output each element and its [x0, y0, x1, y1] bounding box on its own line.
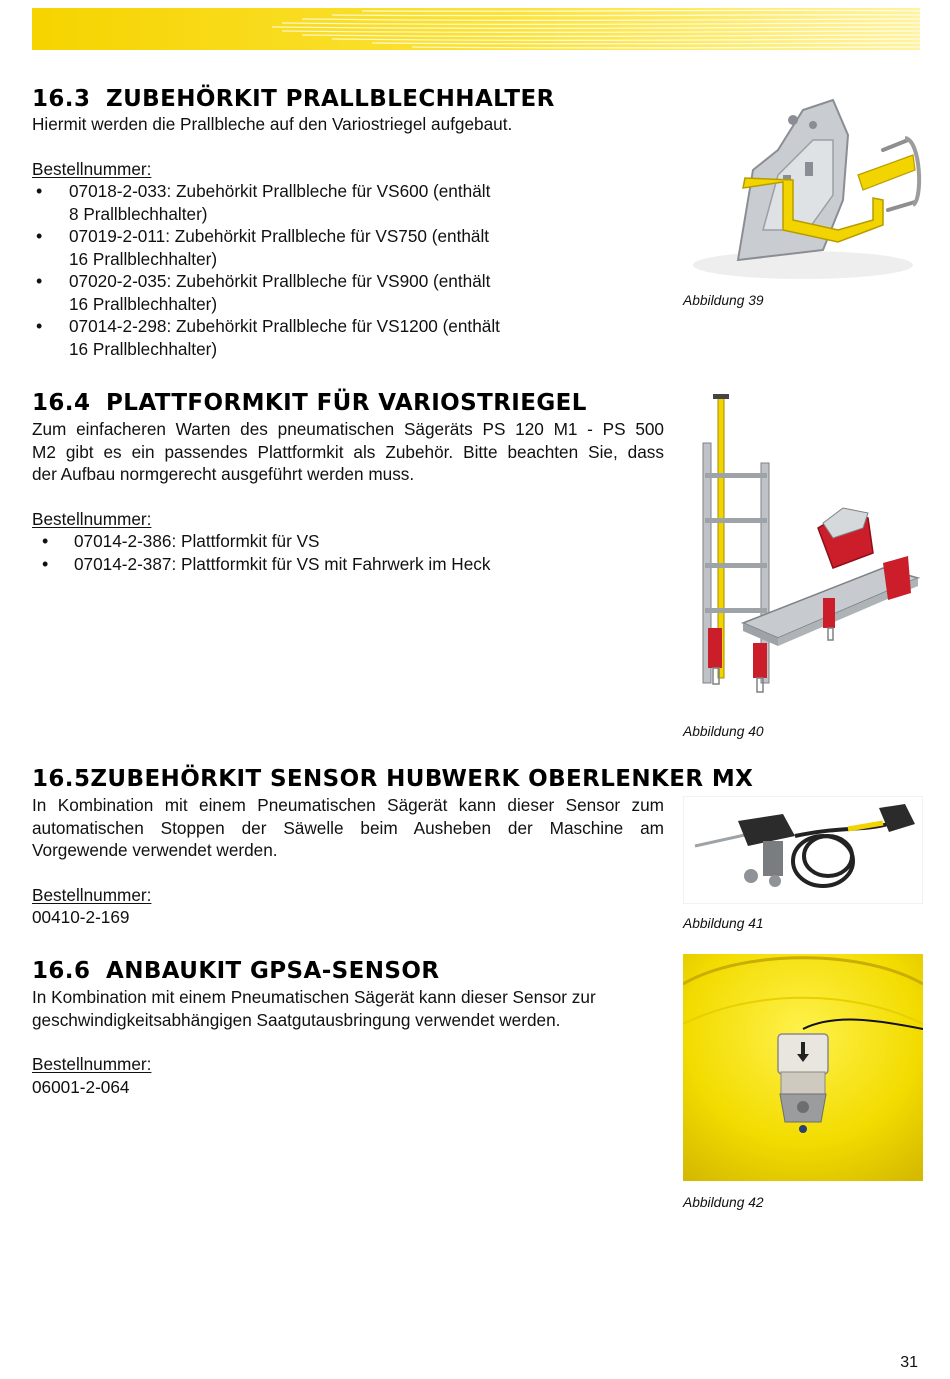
- section-title: ZUBEHÖRKIT PRALLBLECHHALTER: [106, 86, 555, 112]
- order-number-label: Bestellnummer:: [32, 508, 152, 529]
- figure-caption-42: Abbildung 42: [683, 1195, 764, 1210]
- section-intro: Zum einfacheren Warten des pneumatischen Sägeräts PS 120 M1 - PS 500 M2 gibt es ein passendes Plattformkit als Zubehör. Bitte beachten Sie, dass der Aufbau normgerecht ausgeführt werden muss.: [32, 419, 664, 484]
- section-16-3: [32, 86, 592, 360]
- figure-caption-40: Abbildung 40: [683, 724, 764, 739]
- section-number: 16.4: [32, 390, 91, 416]
- section-intro: Hiermit werden die Prallbleche auf den Variostriegel aufgebaut.: [32, 114, 513, 134]
- list-item: • 07014-2-298: Zubehörkit Prallbleche für VS1200 (enthält 16 Prallblechhalter): [32, 315, 592, 360]
- order-number-label: Bestellnummer:: [32, 884, 152, 905]
- list-item: • 07014-2-387: Plattformkit für VS mit Fahrwerk im Heck: [32, 553, 664, 576]
- section-heading: [32, 766, 754, 792]
- section-intro: In Kombination mit einem Pneumatischen Sägerät kann dieser Sensor zur geschwindigkeitsabhängigen Saatgutausbringung verwendet werden.: [32, 987, 596, 1030]
- order-number-label: Bestellnummer:: [32, 158, 152, 179]
- order-number-label: Bestellnummer:: [32, 1054, 152, 1074]
- order-number: 00410-2-169: [32, 907, 130, 927]
- section-number: 16.3: [32, 86, 91, 112]
- section-16-6: [32, 958, 672, 1098]
- section-intro: In Kombination mit einem Pneumatischen Sägerät kann dieser Sensor zum automatischen Stoppen der Säwelle beim Ausheben der Maschine am Vorgewende verwendet werden.: [32, 795, 664, 860]
- header-banner: [32, 8, 920, 50]
- platform-ladder-image: [683, 388, 923, 693]
- section-number: 16.5: [32, 766, 91, 792]
- list-item: • 07014-2-386: Plattformkit für VS: [32, 530, 664, 553]
- order-number-list: [32, 180, 592, 360]
- section-heading: [32, 390, 664, 416]
- header-stripes-graphic: [32, 8, 920, 50]
- section-title: ANBAUKIT GPSA-SENSOR: [106, 958, 440, 984]
- figure-caption-39: Abbildung 39: [683, 293, 764, 308]
- section-heading: [32, 86, 592, 112]
- order-number: 06001-2-064: [32, 1076, 130, 1097]
- page-number: 31: [900, 1354, 918, 1371]
- baffle-holder-bracket-image: [683, 80, 923, 285]
- section-number: 16.6: [32, 958, 91, 984]
- section-16-4: [32, 390, 664, 575]
- order-number-list: [32, 530, 664, 575]
- section-title: PLATTFORMKIT FÜR VARIOSTRIEGEL: [106, 390, 587, 416]
- section-title: ZUBEHÖRKIT SENSOR HUBWERK OBERLENKER MX: [90, 766, 754, 792]
- figure-caption-41: Abbildung 41: [683, 916, 764, 931]
- list-item: • 07018-2-033: Zubehörkit Prallbleche für VS600 (enthält 8 Prallblechhalter): [32, 180, 592, 225]
- gpsa-sensor-on-yellow-hopper-image: [683, 954, 923, 1181]
- list-item: • 07019-2-011: Zubehörkit Prallbleche für VS750 (enthält 16 Prallblechhalter): [32, 225, 592, 270]
- section-heading: [32, 958, 672, 984]
- list-item: • 07020-2-035: Zubehörkit Prallbleche für VS900 (enthält 16 Prallblechhalter): [32, 270, 592, 315]
- lift-sensor-cable-image: [683, 796, 923, 904]
